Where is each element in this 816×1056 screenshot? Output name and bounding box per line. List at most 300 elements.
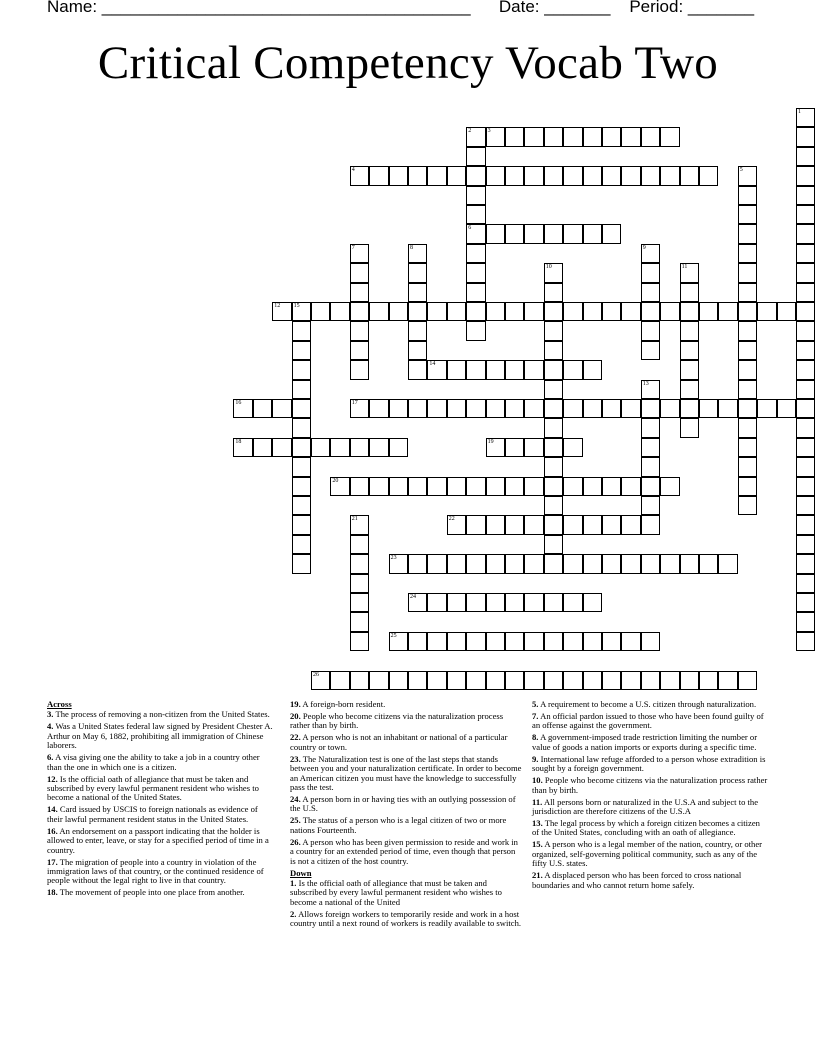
grid-cell[interactable] — [350, 438, 369, 457]
grid-cell[interactable] — [699, 166, 718, 185]
grid-cell[interactable] — [350, 515, 369, 534]
grid-cell[interactable] — [641, 515, 660, 534]
grid-cell[interactable] — [544, 127, 563, 146]
grid-cell[interactable] — [563, 515, 582, 534]
grid-cell[interactable] — [466, 632, 485, 651]
grid-cell[interactable] — [292, 380, 311, 399]
grid-cell[interactable] — [796, 224, 815, 243]
grid-cell[interactable] — [486, 554, 505, 573]
grid-cell[interactable] — [602, 166, 621, 185]
grid-cell[interactable] — [447, 360, 466, 379]
grid-cell[interactable] — [796, 515, 815, 534]
grid-cell[interactable] — [505, 438, 524, 457]
grid-cell[interactable] — [486, 360, 505, 379]
grid-cell[interactable] — [486, 399, 505, 418]
grid-cell[interactable] — [447, 554, 466, 573]
grid-cell[interactable] — [292, 418, 311, 437]
grid-cell[interactable] — [680, 399, 699, 418]
grid-cell[interactable] — [738, 205, 757, 224]
grid-cell[interactable] — [253, 438, 272, 457]
grid-cell[interactable] — [621, 302, 640, 321]
grid-cell[interactable] — [544, 496, 563, 515]
grid-cell[interactable] — [738, 477, 757, 496]
grid-cell[interactable] — [544, 515, 563, 534]
grid-cell[interactable] — [350, 574, 369, 593]
grid-cell[interactable] — [272, 438, 291, 457]
grid-cell[interactable] — [427, 593, 446, 612]
grid-cell[interactable] — [447, 166, 466, 185]
grid-cell[interactable] — [621, 399, 640, 418]
grid-cell[interactable] — [641, 418, 660, 437]
grid-cell[interactable] — [350, 554, 369, 573]
grid-cell[interactable] — [641, 127, 660, 146]
grid-cell[interactable] — [738, 244, 757, 263]
grid-cell[interactable] — [641, 671, 660, 690]
grid-cell[interactable] — [583, 399, 602, 418]
grid-cell[interactable] — [447, 399, 466, 418]
grid-cell[interactable] — [563, 127, 582, 146]
grid-cell[interactable] — [680, 321, 699, 340]
grid-cell[interactable] — [233, 399, 252, 418]
grid-cell[interactable] — [660, 399, 679, 418]
grid-cell[interactable] — [563, 593, 582, 612]
grid-cell[interactable] — [641, 496, 660, 515]
grid-cell[interactable] — [796, 205, 815, 224]
grid-cell[interactable] — [292, 302, 311, 321]
grid-cell[interactable] — [660, 127, 679, 146]
grid-cell[interactable] — [680, 166, 699, 185]
grid-cell[interactable] — [292, 496, 311, 515]
grid-cell[interactable] — [796, 418, 815, 437]
grid-cell[interactable] — [350, 166, 369, 185]
grid-cell[interactable] — [796, 457, 815, 476]
grid-cell[interactable] — [389, 399, 408, 418]
grid-cell[interactable] — [563, 399, 582, 418]
grid-cell[interactable] — [427, 477, 446, 496]
grid-cell[interactable] — [544, 593, 563, 612]
grid-cell[interactable] — [621, 671, 640, 690]
grid-cell[interactable] — [447, 515, 466, 534]
grid-cell[interactable] — [369, 399, 388, 418]
grid-cell[interactable] — [621, 632, 640, 651]
grid-cell[interactable] — [427, 166, 446, 185]
grid-cell[interactable] — [699, 554, 718, 573]
grid-cell[interactable] — [796, 612, 815, 631]
grid-cell[interactable] — [660, 554, 679, 573]
grid-cell[interactable] — [699, 671, 718, 690]
grid-cell[interactable] — [524, 166, 543, 185]
grid-cell[interactable] — [486, 477, 505, 496]
grid-cell[interactable] — [641, 283, 660, 302]
grid-cell[interactable] — [563, 632, 582, 651]
grid-cell[interactable] — [718, 302, 737, 321]
grid-cell[interactable] — [680, 263, 699, 282]
grid-cell[interactable] — [563, 554, 582, 573]
grid-cell[interactable] — [641, 244, 660, 263]
grid-cell[interactable] — [738, 380, 757, 399]
grid-cell[interactable] — [641, 263, 660, 282]
grid-cell[interactable] — [524, 632, 543, 651]
grid-cell[interactable] — [718, 671, 737, 690]
grid-cell[interactable] — [292, 341, 311, 360]
grid-cell[interactable] — [563, 477, 582, 496]
grid-cell[interactable] — [466, 186, 485, 205]
grid-cell[interactable] — [544, 457, 563, 476]
grid-cell[interactable] — [796, 147, 815, 166]
grid-cell[interactable] — [505, 166, 524, 185]
grid-cell[interactable] — [389, 671, 408, 690]
grid-cell[interactable] — [796, 166, 815, 185]
grid-cell[interactable] — [272, 302, 291, 321]
grid-cell[interactable] — [369, 166, 388, 185]
grid-cell[interactable] — [796, 438, 815, 457]
grid-cell[interactable] — [408, 321, 427, 340]
grid-cell[interactable] — [486, 224, 505, 243]
grid-cell[interactable] — [466, 593, 485, 612]
grid-cell[interactable] — [796, 186, 815, 205]
grid-cell[interactable] — [544, 554, 563, 573]
grid-cell[interactable] — [796, 263, 815, 282]
grid-cell[interactable] — [738, 166, 757, 185]
grid-cell[interactable] — [621, 515, 640, 534]
grid-cell[interactable] — [292, 515, 311, 534]
grid-cell[interactable] — [369, 302, 388, 321]
grid-cell[interactable] — [680, 360, 699, 379]
grid-cell[interactable] — [621, 127, 640, 146]
grid-cell[interactable] — [641, 457, 660, 476]
grid-cell[interactable] — [544, 380, 563, 399]
grid-cell[interactable] — [427, 671, 446, 690]
grid-cell[interactable] — [350, 399, 369, 418]
grid-cell[interactable] — [583, 224, 602, 243]
grid-cell[interactable] — [292, 321, 311, 340]
grid-cell[interactable] — [350, 244, 369, 263]
grid-cell[interactable] — [466, 399, 485, 418]
grid-cell[interactable] — [718, 554, 737, 573]
grid-cell[interactable] — [563, 438, 582, 457]
grid-cell[interactable] — [544, 224, 563, 243]
grid-cell[interactable] — [602, 399, 621, 418]
grid-cell[interactable] — [563, 360, 582, 379]
grid-cell[interactable] — [524, 399, 543, 418]
grid-cell[interactable] — [738, 457, 757, 476]
grid-cell[interactable] — [738, 671, 757, 690]
grid-cell[interactable] — [602, 302, 621, 321]
grid-cell[interactable] — [583, 632, 602, 651]
grid-cell[interactable] — [602, 632, 621, 651]
grid-cell[interactable] — [738, 263, 757, 282]
grid-cell[interactable] — [447, 671, 466, 690]
grid-cell[interactable] — [369, 438, 388, 457]
grid-cell[interactable] — [524, 477, 543, 496]
grid-cell[interactable] — [602, 671, 621, 690]
grid-cell[interactable] — [466, 263, 485, 282]
grid-cell[interactable] — [389, 302, 408, 321]
grid-cell[interactable] — [563, 224, 582, 243]
grid-cell[interactable] — [466, 224, 485, 243]
grid-cell[interactable] — [408, 399, 427, 418]
grid-cell[interactable] — [544, 302, 563, 321]
grid-cell[interactable] — [350, 632, 369, 651]
grid-cell[interactable] — [505, 515, 524, 534]
grid-cell[interactable] — [233, 438, 252, 457]
grid-cell[interactable] — [796, 632, 815, 651]
grid-cell[interactable] — [350, 263, 369, 282]
grid-cell[interactable] — [524, 515, 543, 534]
grid-cell[interactable] — [602, 554, 621, 573]
grid-cell[interactable] — [427, 302, 446, 321]
grid-cell[interactable] — [583, 166, 602, 185]
grid-cell[interactable] — [292, 399, 311, 418]
grid-cell[interactable] — [486, 593, 505, 612]
grid-cell[interactable] — [738, 283, 757, 302]
grid-cell[interactable] — [350, 341, 369, 360]
grid-cell[interactable] — [680, 302, 699, 321]
grid-cell[interactable] — [699, 399, 718, 418]
grid-cell[interactable] — [350, 360, 369, 379]
grid-cell[interactable] — [544, 632, 563, 651]
grid-cell[interactable] — [486, 515, 505, 534]
grid-cell[interactable] — [505, 360, 524, 379]
grid-cell[interactable] — [641, 302, 660, 321]
grid-cell[interactable] — [466, 321, 485, 340]
grid-cell[interactable] — [350, 302, 369, 321]
grid-cell[interactable] — [641, 380, 660, 399]
grid-cell[interactable] — [738, 496, 757, 515]
grid-cell[interactable] — [505, 671, 524, 690]
grid-cell[interactable] — [602, 224, 621, 243]
grid-cell[interactable] — [272, 399, 291, 418]
grid-cell[interactable] — [311, 671, 330, 690]
grid-cell[interactable] — [544, 477, 563, 496]
grid-cell[interactable] — [544, 535, 563, 554]
grid-cell[interactable] — [796, 341, 815, 360]
grid-cell[interactable] — [350, 477, 369, 496]
grid-cell[interactable] — [563, 302, 582, 321]
grid-cell[interactable] — [738, 224, 757, 243]
grid-cell[interactable] — [641, 632, 660, 651]
grid-cell[interactable] — [408, 166, 427, 185]
grid-cell[interactable] — [466, 127, 485, 146]
grid-cell[interactable] — [641, 341, 660, 360]
grid-cell[interactable] — [583, 671, 602, 690]
grid-cell[interactable] — [466, 166, 485, 185]
grid-cell[interactable] — [330, 671, 349, 690]
grid-cell[interactable] — [738, 418, 757, 437]
grid-cell[interactable] — [602, 127, 621, 146]
grid-cell[interactable] — [350, 321, 369, 340]
grid-cell[interactable] — [447, 593, 466, 612]
grid-cell[interactable] — [796, 574, 815, 593]
grid-cell[interactable] — [408, 593, 427, 612]
grid-cell[interactable] — [369, 477, 388, 496]
grid-cell[interactable] — [466, 283, 485, 302]
grid-cell[interactable] — [680, 341, 699, 360]
grid-cell[interactable] — [505, 632, 524, 651]
grid-cell[interactable] — [524, 360, 543, 379]
grid-cell[interactable] — [389, 554, 408, 573]
grid-cell[interactable] — [350, 612, 369, 631]
grid-cell[interactable] — [486, 302, 505, 321]
grid-cell[interactable] — [524, 554, 543, 573]
grid-cell[interactable] — [796, 593, 815, 612]
grid-cell[interactable] — [447, 477, 466, 496]
grid-cell[interactable] — [389, 166, 408, 185]
grid-cell[interactable] — [602, 515, 621, 534]
grid-cell[interactable] — [641, 166, 660, 185]
grid-cell[interactable] — [583, 593, 602, 612]
grid-cell[interactable] — [466, 554, 485, 573]
grid-cell[interactable] — [427, 554, 446, 573]
grid-cell[interactable] — [680, 554, 699, 573]
grid-cell[interactable] — [311, 438, 330, 457]
grid-cell[interactable] — [563, 671, 582, 690]
grid-cell[interactable] — [680, 671, 699, 690]
grid-cell[interactable] — [311, 302, 330, 321]
grid-cell[interactable] — [796, 496, 815, 515]
grid-cell[interactable] — [253, 399, 272, 418]
grid-cell[interactable] — [757, 302, 776, 321]
grid-cell[interactable] — [408, 632, 427, 651]
grid-cell[interactable] — [330, 302, 349, 321]
grid-cell[interactable] — [544, 341, 563, 360]
grid-cell[interactable] — [330, 438, 349, 457]
grid-cell[interactable] — [389, 632, 408, 651]
grid-cell[interactable] — [505, 127, 524, 146]
grid-cell[interactable] — [621, 477, 640, 496]
grid-cell[interactable] — [796, 321, 815, 340]
grid-cell[interactable] — [486, 438, 505, 457]
grid-cell[interactable] — [466, 147, 485, 166]
grid-cell[interactable] — [699, 302, 718, 321]
grid-cell[interactable] — [544, 263, 563, 282]
grid-cell[interactable] — [738, 399, 757, 418]
grid-cell[interactable] — [777, 399, 796, 418]
grid-cell[interactable] — [466, 515, 485, 534]
grid-cell[interactable] — [796, 380, 815, 399]
grid-cell[interactable] — [292, 438, 311, 457]
grid-cell[interactable] — [524, 671, 543, 690]
grid-cell[interactable] — [389, 438, 408, 457]
grid-cell[interactable] — [796, 477, 815, 496]
grid-cell[interactable] — [447, 302, 466, 321]
grid-cell[interactable] — [389, 477, 408, 496]
grid-cell[interactable] — [466, 477, 485, 496]
grid-cell[interactable] — [660, 166, 679, 185]
grid-cell[interactable] — [641, 399, 660, 418]
grid-cell[interactable] — [621, 554, 640, 573]
grid-cell[interactable] — [505, 399, 524, 418]
grid-cell[interactable] — [466, 360, 485, 379]
grid-cell[interactable] — [563, 166, 582, 185]
grid-cell[interactable] — [486, 127, 505, 146]
grid-cell[interactable] — [292, 535, 311, 554]
date-field[interactable]: _______ — [544, 0, 611, 16]
grid-cell[interactable] — [796, 302, 815, 321]
grid-cell[interactable] — [427, 399, 446, 418]
grid-cell[interactable] — [544, 360, 563, 379]
grid-cell[interactable] — [680, 380, 699, 399]
grid-cell[interactable] — [427, 632, 446, 651]
grid-cell[interactable] — [466, 205, 485, 224]
grid-cell[interactable] — [524, 593, 543, 612]
grid-cell[interactable] — [408, 477, 427, 496]
grid-cell[interactable] — [505, 593, 524, 612]
grid-cell[interactable] — [660, 477, 679, 496]
grid-cell[interactable] — [660, 302, 679, 321]
grid-cell[interactable] — [544, 321, 563, 340]
grid-cell[interactable] — [544, 418, 563, 437]
grid-cell[interactable] — [486, 671, 505, 690]
grid-cell[interactable] — [660, 671, 679, 690]
name-field[interactable]: _______________________________________ — [101, 0, 471, 16]
grid-cell[interactable] — [641, 554, 660, 573]
grid-cell[interactable] — [350, 671, 369, 690]
grid-cell[interactable] — [505, 224, 524, 243]
grid-cell[interactable] — [292, 477, 311, 496]
grid-cell[interactable] — [583, 477, 602, 496]
grid-cell[interactable] — [408, 283, 427, 302]
grid-cell[interactable] — [427, 360, 446, 379]
grid-cell[interactable] — [583, 360, 602, 379]
grid-cell[interactable] — [680, 418, 699, 437]
grid-cell[interactable] — [524, 438, 543, 457]
grid-cell[interactable] — [505, 477, 524, 496]
grid-cell[interactable] — [408, 360, 427, 379]
grid-cell[interactable] — [738, 302, 757, 321]
grid-cell[interactable] — [369, 671, 388, 690]
grid-cell[interactable] — [738, 438, 757, 457]
grid-cell[interactable] — [680, 283, 699, 302]
grid-cell[interactable] — [350, 535, 369, 554]
grid-cell[interactable] — [583, 554, 602, 573]
grid-cell[interactable] — [602, 477, 621, 496]
grid-cell[interactable] — [350, 283, 369, 302]
grid-cell[interactable] — [466, 302, 485, 321]
grid-cell[interactable] — [408, 302, 427, 321]
grid-cell[interactable] — [583, 515, 602, 534]
grid-cell[interactable] — [408, 671, 427, 690]
grid-cell[interactable] — [796, 399, 815, 418]
grid-cell[interactable] — [544, 671, 563, 690]
grid-cell[interactable] — [641, 477, 660, 496]
grid-cell[interactable] — [292, 554, 311, 573]
grid-cell[interactable] — [524, 224, 543, 243]
grid-cell[interactable] — [738, 360, 757, 379]
grid-cell[interactable] — [466, 671, 485, 690]
grid-cell[interactable] — [505, 554, 524, 573]
grid-cell[interactable] — [408, 554, 427, 573]
grid-cell[interactable] — [718, 399, 737, 418]
grid-cell[interactable] — [544, 399, 563, 418]
grid-cell[interactable] — [330, 477, 349, 496]
grid-cell[interactable] — [350, 593, 369, 612]
grid-cell[interactable] — [292, 360, 311, 379]
grid-cell[interactable] — [486, 166, 505, 185]
grid-cell[interactable] — [796, 244, 815, 263]
grid-cell[interactable] — [757, 399, 776, 418]
grid-cell[interactable] — [408, 263, 427, 282]
grid-cell[interactable] — [544, 283, 563, 302]
grid-cell[interactable] — [583, 302, 602, 321]
grid-cell[interactable] — [408, 341, 427, 360]
grid-cell[interactable] — [796, 108, 815, 127]
grid-cell[interactable] — [292, 457, 311, 476]
grid-cell[interactable] — [796, 535, 815, 554]
grid-cell[interactable] — [486, 632, 505, 651]
grid-cell[interactable] — [544, 438, 563, 457]
grid-cell[interactable] — [796, 360, 815, 379]
